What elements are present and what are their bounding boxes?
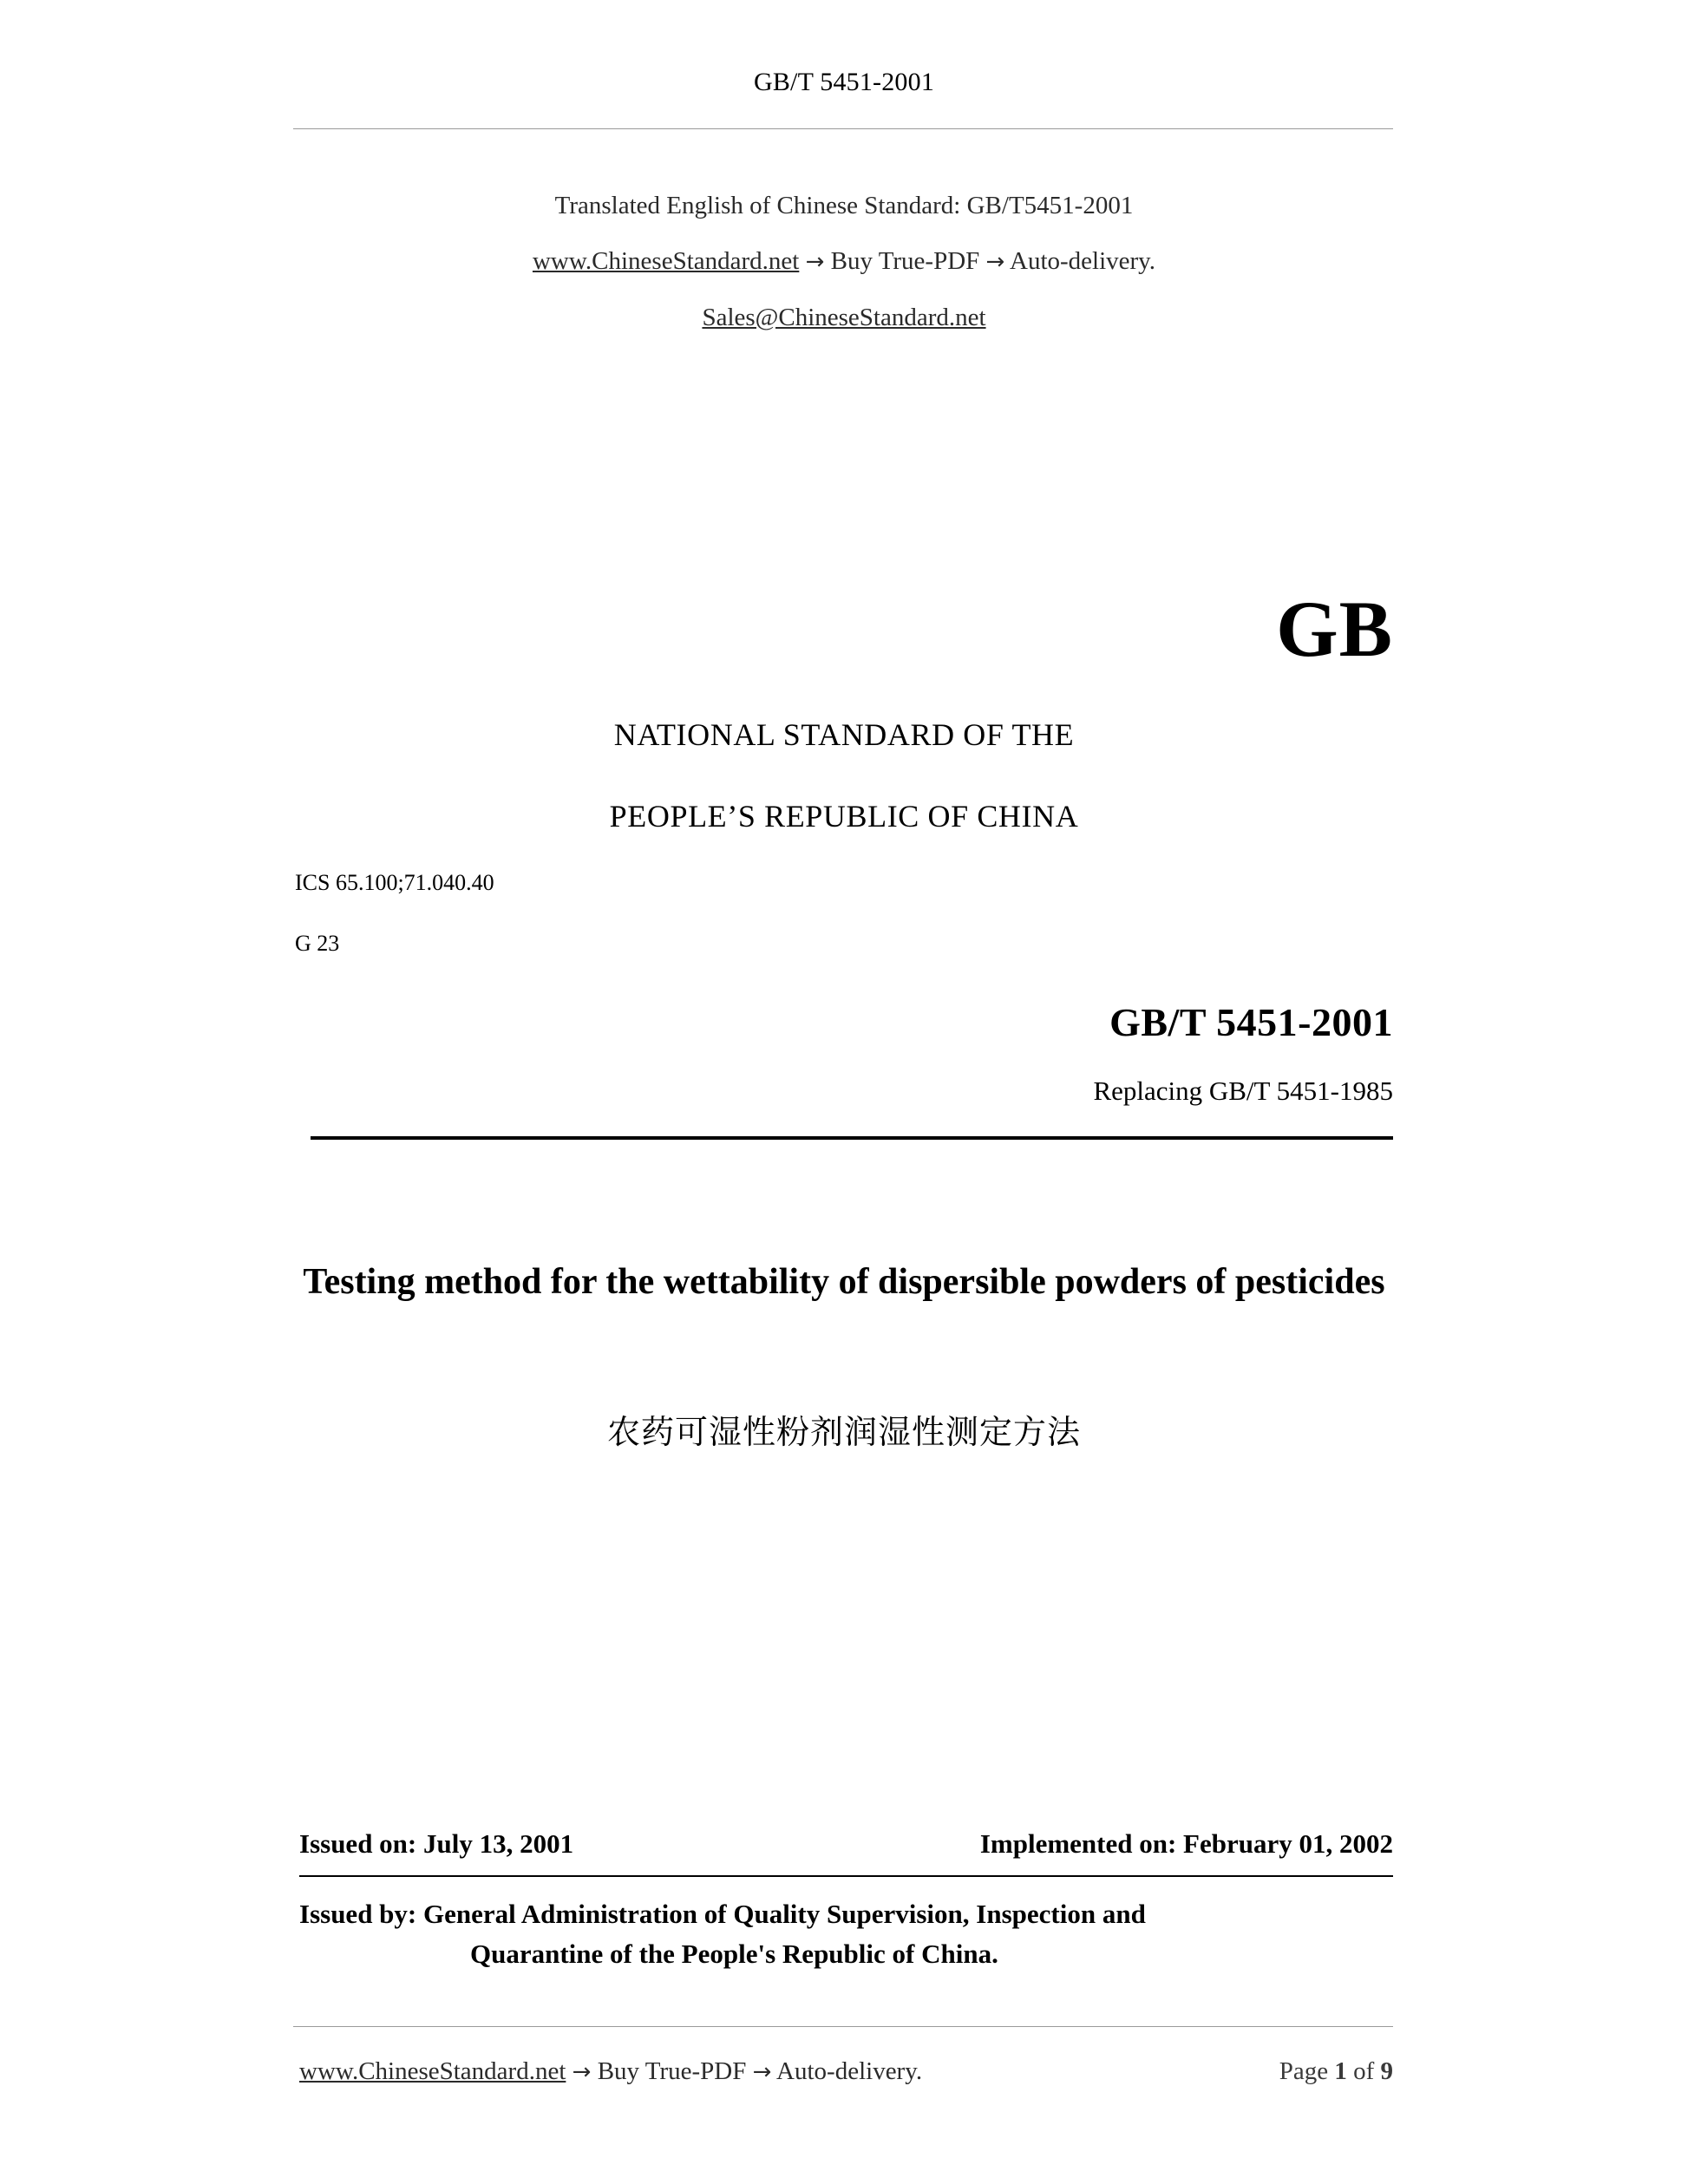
ics-code: ICS 65.100;71.040.40: [295, 870, 494, 895]
issued-on-date: Issued on: July 13, 2001: [299, 1828, 574, 1859]
footer-buy-label: Buy True-PDF: [597, 2057, 747, 2085]
standard-title-chinese: 农药可湿性粉剂润湿性测定方法: [606, 1413, 1081, 1451]
classification-code: G 23: [295, 931, 340, 956]
cover-divider: [311, 1136, 1393, 1140]
gb-logo-mark: GB: [1276, 585, 1393, 673]
page-label: Page: [1279, 2057, 1329, 2085]
issue-dates-row: [299, 1828, 1393, 1860]
arrow-icon-2: →: [985, 249, 1005, 275]
page-header: [0, 68, 1688, 97]
dates-divider: [299, 1875, 1393, 1877]
replacing-standard: Replacing GB/T 5451-1985: [1093, 1076, 1393, 1106]
national-standard-line-1: NATIONAL STANDARD OF THE: [613, 717, 1075, 752]
footer-arrow-icon: →: [572, 2059, 592, 2085]
running-title: GB/T 5451-2001: [753, 68, 935, 96]
chinesestandard-link[interactable]: www.ChineseStandard.net: [532, 247, 800, 275]
footer-divider: [293, 2026, 1393, 2027]
buy-true-pdf-label: Buy True-PDF: [830, 247, 980, 275]
page-footer: [299, 2057, 1393, 2086]
national-standard-line-2: PEOPLE’S REPUBLIC OF CHINA: [609, 799, 1079, 834]
translation-notice-line: Translated English of Chinese Standard: GB/T5451-2001: [554, 192, 1134, 219]
of-label: of: [1353, 2057, 1375, 2085]
issuing-authority-line-2: Quarantine of the People's Republic of China.: [470, 1939, 998, 1969]
footer-delivery-label: Auto-delivery.: [776, 2057, 923, 2085]
header-divider: [293, 128, 1393, 129]
arrow-icon: →: [805, 249, 825, 275]
footer-links: [299, 2057, 922, 2086]
issuing-authority: [299, 1894, 1393, 1974]
issuing-authority-line-1: Issued by: General Administration of Quality Supervision, Inspection and: [299, 1899, 1146, 1929]
sales-email-link[interactable]: Sales@ChineseStandard.net: [702, 304, 986, 331]
standard-title-english: Testing method for the wettability of dispersible powders of pesticides: [303, 1262, 1385, 1302]
promo-links-line: [0, 233, 1688, 290]
page-indicator: [1279, 2057, 1393, 2086]
translation-notice: [0, 178, 1688, 345]
standard-number: GB/T 5451-2001: [1109, 1000, 1393, 1044]
implemented-on-date: Implemented on: February 01, 2002: [979, 1828, 1393, 1859]
auto-delivery-label: Auto-delivery.: [1010, 247, 1156, 275]
footer-arrow-icon-2: →: [752, 2059, 772, 2085]
footer-chinesestandard-link[interactable]: www.ChineseStandard.net: [299, 2057, 566, 2085]
sales-email-line: [0, 290, 1688, 345]
page-total: 9: [1380, 2057, 1393, 2085]
page-number: 1: [1334, 2057, 1347, 2085]
